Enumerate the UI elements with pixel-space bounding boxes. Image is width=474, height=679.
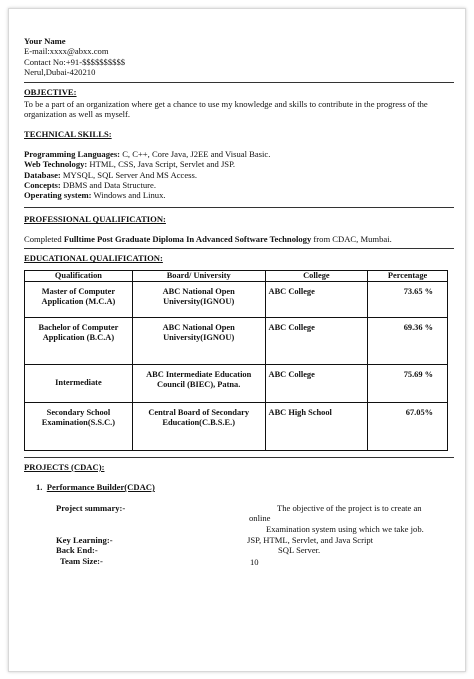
team-size-value: 10 [250, 556, 259, 567]
column-header: College [265, 270, 368, 281]
address-line: Nerul,Dubai-420210 [24, 66, 96, 77]
project-details [24, 501, 456, 581]
project-summary-line2: online [249, 512, 271, 523]
table-cell: ABC College [265, 317, 368, 364]
education-divider [24, 457, 454, 458]
skill-row [24, 190, 456, 200]
project-title-line [36, 482, 456, 493]
contact-line: Contact No:+91-$$$$$$$$$$ [24, 56, 126, 67]
project-number: 1. [36, 482, 43, 493]
table-cell: ABC National Open University(IGNOU) [132, 281, 265, 317]
column-header: Board/ University [132, 270, 265, 281]
table-row [25, 281, 448, 317]
table-cell: Intermediate [25, 364, 133, 402]
table-cell: Secondary School Examination(S.S.C.) [25, 402, 133, 450]
skill-value: C, C++, Core Java, J2EE and Visual Basic. [120, 149, 271, 160]
project-summary-line3: Examination system using which we take job. [266, 523, 424, 534]
skill-label: Programming Languages: [24, 149, 121, 160]
skill-label: Database: [24, 169, 61, 180]
table-header-row [25, 270, 448, 281]
header-divider [24, 82, 454, 83]
table-cell: 73.65 % [368, 281, 448, 317]
key-learning-value: JSP, HTML, Servlet, and Java Script [247, 534, 374, 545]
table-cell: 69.36 % [368, 317, 448, 364]
skill-value: DBMS and Data Structure. [60, 179, 156, 190]
skill-row [24, 180, 456, 190]
skill-label: Web Technology: [24, 159, 88, 170]
skill-value: Windows and Linux. [91, 190, 166, 200]
professional-divider [24, 248, 454, 249]
education-heading: EDUCATIONAL QUALIFICATION: [24, 253, 163, 264]
projects-heading: PROJECTS (CDAC): [24, 461, 105, 472]
table-row [25, 317, 448, 364]
back-end-value: SQL Server. [278, 544, 321, 555]
back-end-label: Back End:- [56, 544, 98, 555]
table-cell: ABC High School [265, 402, 368, 450]
skill-label: Operating system: [24, 190, 92, 200]
professional-text-pre: Completed [24, 233, 64, 244]
table-cell: ABC College [265, 364, 368, 402]
contact-block [24, 36, 456, 77]
table-cell: ABC National Open University(IGNOU) [132, 317, 265, 364]
table-cell: ABC Intermediate Education Council (BIEC), Patna. [132, 364, 265, 402]
table-cell: 75.69 % [368, 364, 448, 402]
candidate-name: Your Name [24, 36, 66, 46]
team-size-label: Team Size:- [60, 555, 103, 566]
column-header: Qualification [25, 270, 133, 281]
professional-text-post: from CDAC, Mumbai. [311, 233, 392, 244]
technical-skills-heading: TECHNICAL SKILLS: [24, 128, 112, 139]
table-row [25, 364, 448, 402]
professional-text-bold: Fulltime Post Graduate Diploma In Advanced Software Technology [63, 233, 312, 244]
skill-row [24, 159, 456, 169]
email-line: E-mail:xxxx@abxx.com [24, 46, 109, 57]
table-cell: ABC College [265, 281, 368, 317]
project-summary-line1: The objective of the project is to create an [277, 502, 422, 513]
column-header: Percentage [368, 270, 448, 281]
table-cell: 67.05% [368, 402, 448, 450]
skills-divider [24, 207, 454, 208]
table-cell: Bachelor of Computer Application (B.C.A) [25, 317, 133, 364]
skill-row [24, 149, 456, 159]
table-row [25, 402, 448, 450]
skill-value: HTML, CSS, Java Script, Servlet and JSP. [87, 159, 236, 170]
professional-heading: PROFESSIONAL QUALIFICATION: [24, 214, 166, 225]
skill-row [24, 170, 456, 180]
resume-page [24, 36, 456, 581]
education-table [24, 270, 448, 451]
key-learning-label: Key Learning:- [56, 534, 113, 545]
table-cell: Master of Computer Application (M.C.A) [25, 281, 133, 317]
project-summary-label: Project summary:- [56, 502, 126, 513]
objective-text: To be a part of an organization where get a chance to use my knowledge and skills to contribute in the progress of the organization as well as myself. [24, 98, 428, 120]
table-cell: Central Board of Secondary Education(C.B.S.E.) [132, 402, 265, 450]
project-title: Performance Builder(CDAC) [46, 482, 155, 493]
objective-heading: OBJECTIVE: [24, 87, 77, 98]
professional-text [24, 234, 456, 245]
skill-label: Concepts: [24, 179, 61, 190]
skill-value: MYSQL, SQL Server And MS Access. [60, 169, 197, 180]
technical-skills-list [24, 149, 456, 200]
